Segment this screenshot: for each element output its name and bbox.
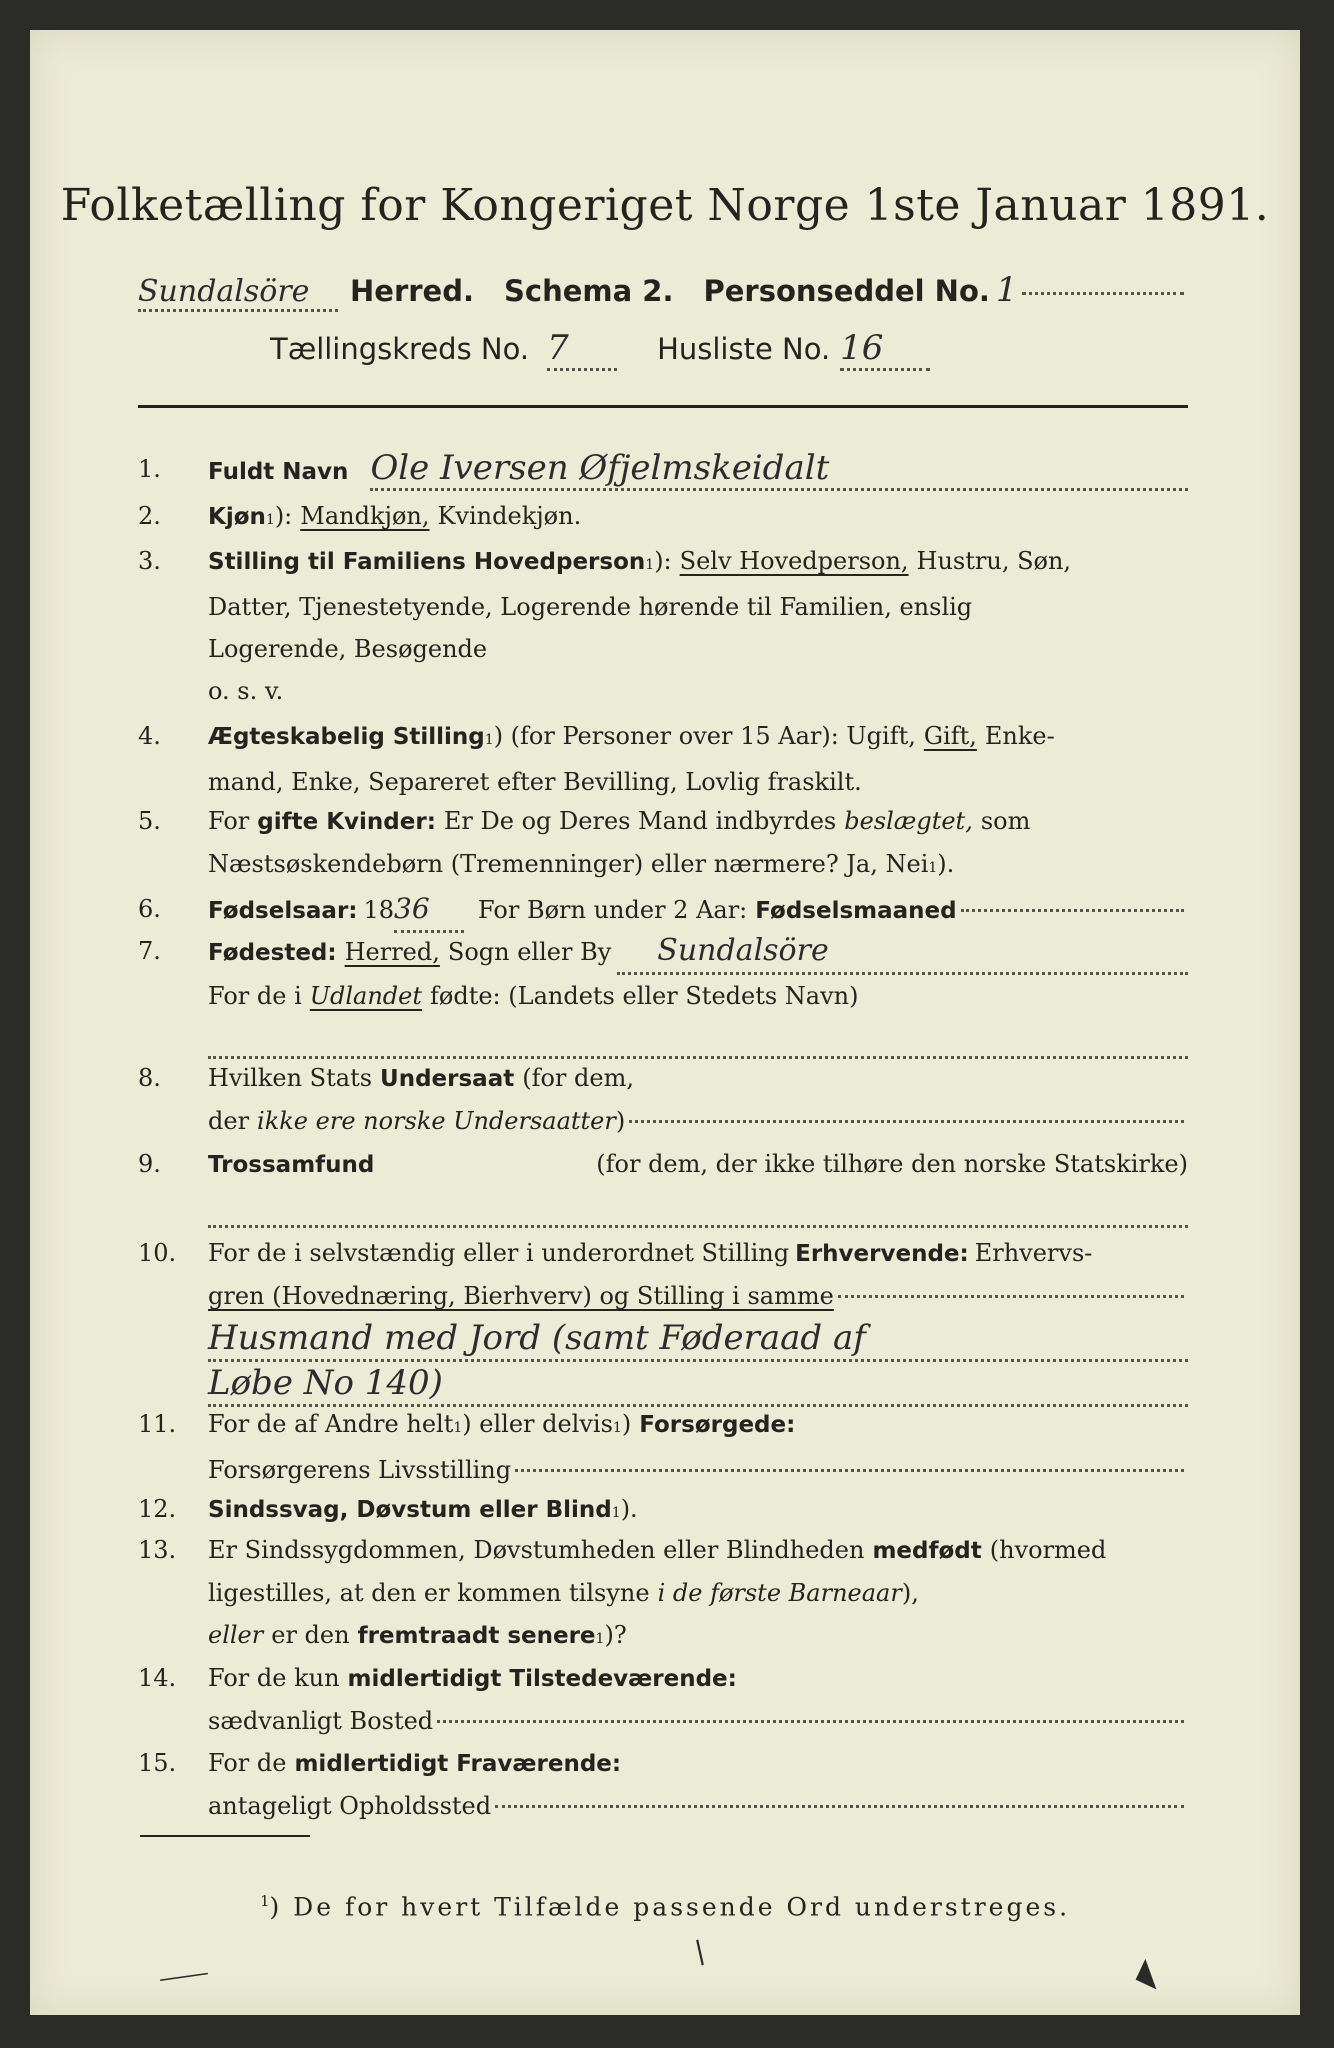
herred-line	[138, 270, 1188, 312]
item-8-number: 8.	[138, 1064, 161, 1092]
item-4-number: 4.	[138, 722, 161, 750]
item-8-line2-italic: ikke ere norske Undersaatter	[257, 1107, 616, 1135]
item-10-value-2: Løbe No 140)	[208, 1363, 443, 1403]
item-4-option-gift: Gift,	[923, 722, 977, 750]
item-8-leader	[629, 1120, 1184, 1123]
item-11-mid: ) eller delvis	[462, 1410, 613, 1438]
item-14-label: midlertidigt Tilstedeværende:	[347, 1666, 737, 1692]
item-8-label: Undersaat	[380, 1066, 515, 1092]
footnote-text: ) De for hvert Tilfælde passende Ord understreges.	[269, 1892, 1071, 1922]
item-10-value-1: Husmand med Jord (samt Føderaad af	[208, 1318, 866, 1358]
item-2-option-kvindekjon: Kvindekjøn.	[437, 502, 582, 530]
item-13-end: (hvormed	[989, 1536, 1107, 1564]
item-9-number: 9.	[138, 1150, 161, 1178]
item-6-value: 36	[394, 888, 464, 933]
item-4-mid: ) (for Personer over 15 Aar): Ugift,	[493, 722, 916, 750]
item-7-line2-italic: Udlandet	[309, 982, 423, 1010]
item-8-end: (for dem,	[522, 1064, 634, 1092]
item-6-mid: For Børn under 2 Aar:	[478, 896, 748, 924]
item-8-pre: Hvilken Stats	[208, 1064, 373, 1092]
kreds-label: Tællingskreds No.	[270, 332, 530, 366]
item-1-value: Ole Iversen Øfjelmskeidalt	[370, 448, 1188, 491]
item-3-rest: ):	[654, 547, 672, 575]
item-14-number: 14.	[138, 1664, 177, 1692]
item-5-pre: For	[208, 807, 250, 835]
item-12-sup: 1	[611, 1505, 621, 1521]
item-3-line1-rest: Hustru, Søn,	[916, 547, 1072, 575]
item-2-rest: ):	[274, 502, 293, 530]
item-13-line3-italic: eller	[208, 1621, 264, 1649]
item-11-pre: For de af Andre helt	[208, 1410, 454, 1438]
item-4-end: Enke-	[984, 722, 1055, 750]
item-2-number: 2.	[138, 502, 161, 530]
item-2-label: Kjøn	[208, 504, 266, 530]
item-6-prefix: 18	[363, 896, 395, 924]
item-13-label: medfødt	[872, 1538, 982, 1564]
item-11-number: 11.	[138, 1410, 177, 1438]
item-5-line2-end: ).	[937, 850, 955, 878]
item-5-line2: Næstsøskendebørn (Tremenninger) eller nærmere? Ja, Nei	[208, 850, 929, 878]
footnote-rule	[140, 1835, 310, 1837]
item-5-sup: 1	[928, 860, 938, 876]
item-13-number: 13.	[138, 1536, 177, 1564]
item-15-line2: antageligt Opholdssted	[208, 1792, 492, 1820]
schema-label: Schema 2.	[504, 274, 674, 308]
item-3-sup: 1	[645, 557, 655, 573]
item-2-option-mandkjon: Mandkjøn,	[300, 502, 430, 530]
item-7-line2-pre: For de i	[208, 982, 302, 1010]
herred-value: Sundalsöre	[138, 274, 338, 312]
kreds-value: 7	[547, 328, 617, 371]
item-5-mid: Er De og Deres Mand indbyrdes	[443, 807, 837, 835]
item-6-label: Fødselsaar:	[208, 898, 358, 924]
item-3-line3: Logerende, Besøgende	[208, 635, 488, 663]
item-15-number: 15.	[138, 1749, 177, 1777]
item-12-end: ).	[620, 1495, 638, 1523]
item-2-sup: 1	[265, 512, 275, 528]
item-10-pre: For de i selvstændig eller i underordnet Stilling	[208, 1239, 790, 1267]
item-1-number: 1.	[138, 455, 161, 483]
item-4-label: Ægteskabelig Stilling	[208, 724, 485, 750]
item-13-sup: 1	[595, 1631, 605, 1647]
item-9-label: Trossamfund	[208, 1152, 375, 1178]
item-7-number: 7.	[138, 937, 161, 965]
pen-mark-center: ∕	[686, 1934, 714, 1971]
item-15-leader	[495, 1805, 1184, 1808]
pen-mark-right: ◣	[1133, 1951, 1170, 1994]
item-11-leader	[515, 1469, 1184, 1472]
herred-label: Herred.	[350, 274, 474, 308]
item-8-line2-end: )	[615, 1107, 626, 1135]
item-3-option-selv: Selv Hovedperson,	[679, 547, 909, 575]
item-7-line2-end: fødte: (Landets eller Stedets Navn)	[430, 982, 859, 1010]
item-9-blank-line	[208, 1186, 1188, 1228]
footnote-marker: 1	[259, 1892, 270, 1910]
husliste-label: Husliste No.	[657, 332, 831, 366]
item-6-number: 6.	[138, 895, 161, 923]
item-11-paren: )	[621, 1410, 632, 1438]
item-4-line2: mand, Enke, Separeret efter Bevilling, Lovlig fraskilt.	[208, 768, 862, 796]
item-7-option-herred: Herred,	[344, 938, 440, 966]
item-9-rest: (for dem, der ikke tilhøre den norske Statskirke)	[596, 1150, 1188, 1178]
husliste-value: 16	[840, 328, 930, 371]
item-14-pre: For de kun	[208, 1664, 340, 1692]
footnote	[30, 1892, 1300, 1921]
item-12-number: 12.	[138, 1495, 177, 1523]
census-form	[30, 30, 1300, 2015]
item-3-line4: o. s. v.	[208, 677, 284, 705]
form-title: Folketælling for Kongeriget Norge 1ste Januar 1891.	[60, 180, 1270, 231]
item-5-number: 5.	[138, 807, 161, 835]
header-rule	[138, 405, 1188, 408]
item-7-value: Sundalsöre	[617, 930, 1188, 975]
item-14-leader	[437, 1720, 1184, 1723]
item-1-label: Fuldt Navn	[208, 459, 349, 485]
item-14-line2: sædvanligt Bosted	[208, 1707, 434, 1735]
item-5-label: gifte Kvinder:	[257, 809, 436, 835]
pen-mark-left: ⸺	[156, 1954, 212, 1997]
dotted-leader	[1022, 292, 1184, 295]
item-10-leader	[838, 1295, 1184, 1298]
item-5-italic: beslægtet,	[844, 807, 973, 835]
personseddel-label: Personseddel No.	[703, 274, 990, 308]
item-10-label: Erhvervende:	[795, 1241, 969, 1267]
item-15-label: midlertidigt Fraværende:	[294, 1751, 622, 1777]
item-7-rest: Sogn eller By	[447, 938, 612, 966]
item-15-pre: For de	[208, 1749, 287, 1777]
item-10-number: 10.	[138, 1239, 177, 1267]
item-5-end: som	[980, 807, 1031, 835]
item-13-line3-mid: er den	[271, 1621, 350, 1649]
item-11-line2: Forsørgerens Livsstilling	[208, 1456, 512, 1484]
item-13-pre: Er Sindssygdommen, Døvstumheden eller Blindheden	[208, 1536, 865, 1564]
item-13-line3-end: )?	[604, 1621, 627, 1649]
item-3-number: 3.	[138, 547, 161, 575]
item-13-line2-pre: ligestilles, at den er kommen tilsyne	[208, 1579, 650, 1607]
item-12-label: Sindssvag, Døvstum eller Blind	[208, 1497, 612, 1523]
item-11-sup2: 1	[612, 1420, 622, 1436]
item-10-end: Erhvervs-	[974, 1239, 1093, 1267]
item-6-label2: Fødselsmaaned	[755, 898, 957, 924]
item-13-line2-end: ),	[901, 1579, 919, 1607]
item-11-sup1: 1	[453, 1420, 463, 1436]
item-7-label: Fødested:	[208, 940, 337, 966]
item-10-line2: gren (Hovednæring, Bierhverv) og Stilling i samme	[208, 1282, 834, 1310]
item-3-label: Stilling til Familiens Hovedperson	[208, 549, 646, 575]
item-8-line2-pre: der	[208, 1107, 250, 1135]
item-6-leader	[961, 909, 1184, 912]
item-11-label: Forsørgede:	[639, 1412, 796, 1438]
item-3-line2: Datter, Tjenestetyende, Logerende hørende til Familien, enslig	[208, 593, 973, 621]
item-7-blank-line	[208, 1017, 1188, 1059]
item-4-sup: 1	[484, 732, 494, 748]
personseddel-value: 1	[995, 270, 1018, 310]
item-13-label2: fremtraadt senere	[357, 1623, 596, 1649]
kreds-line	[270, 328, 1070, 371]
item-13-line2-italic: i de første Barneaar	[657, 1579, 902, 1607]
